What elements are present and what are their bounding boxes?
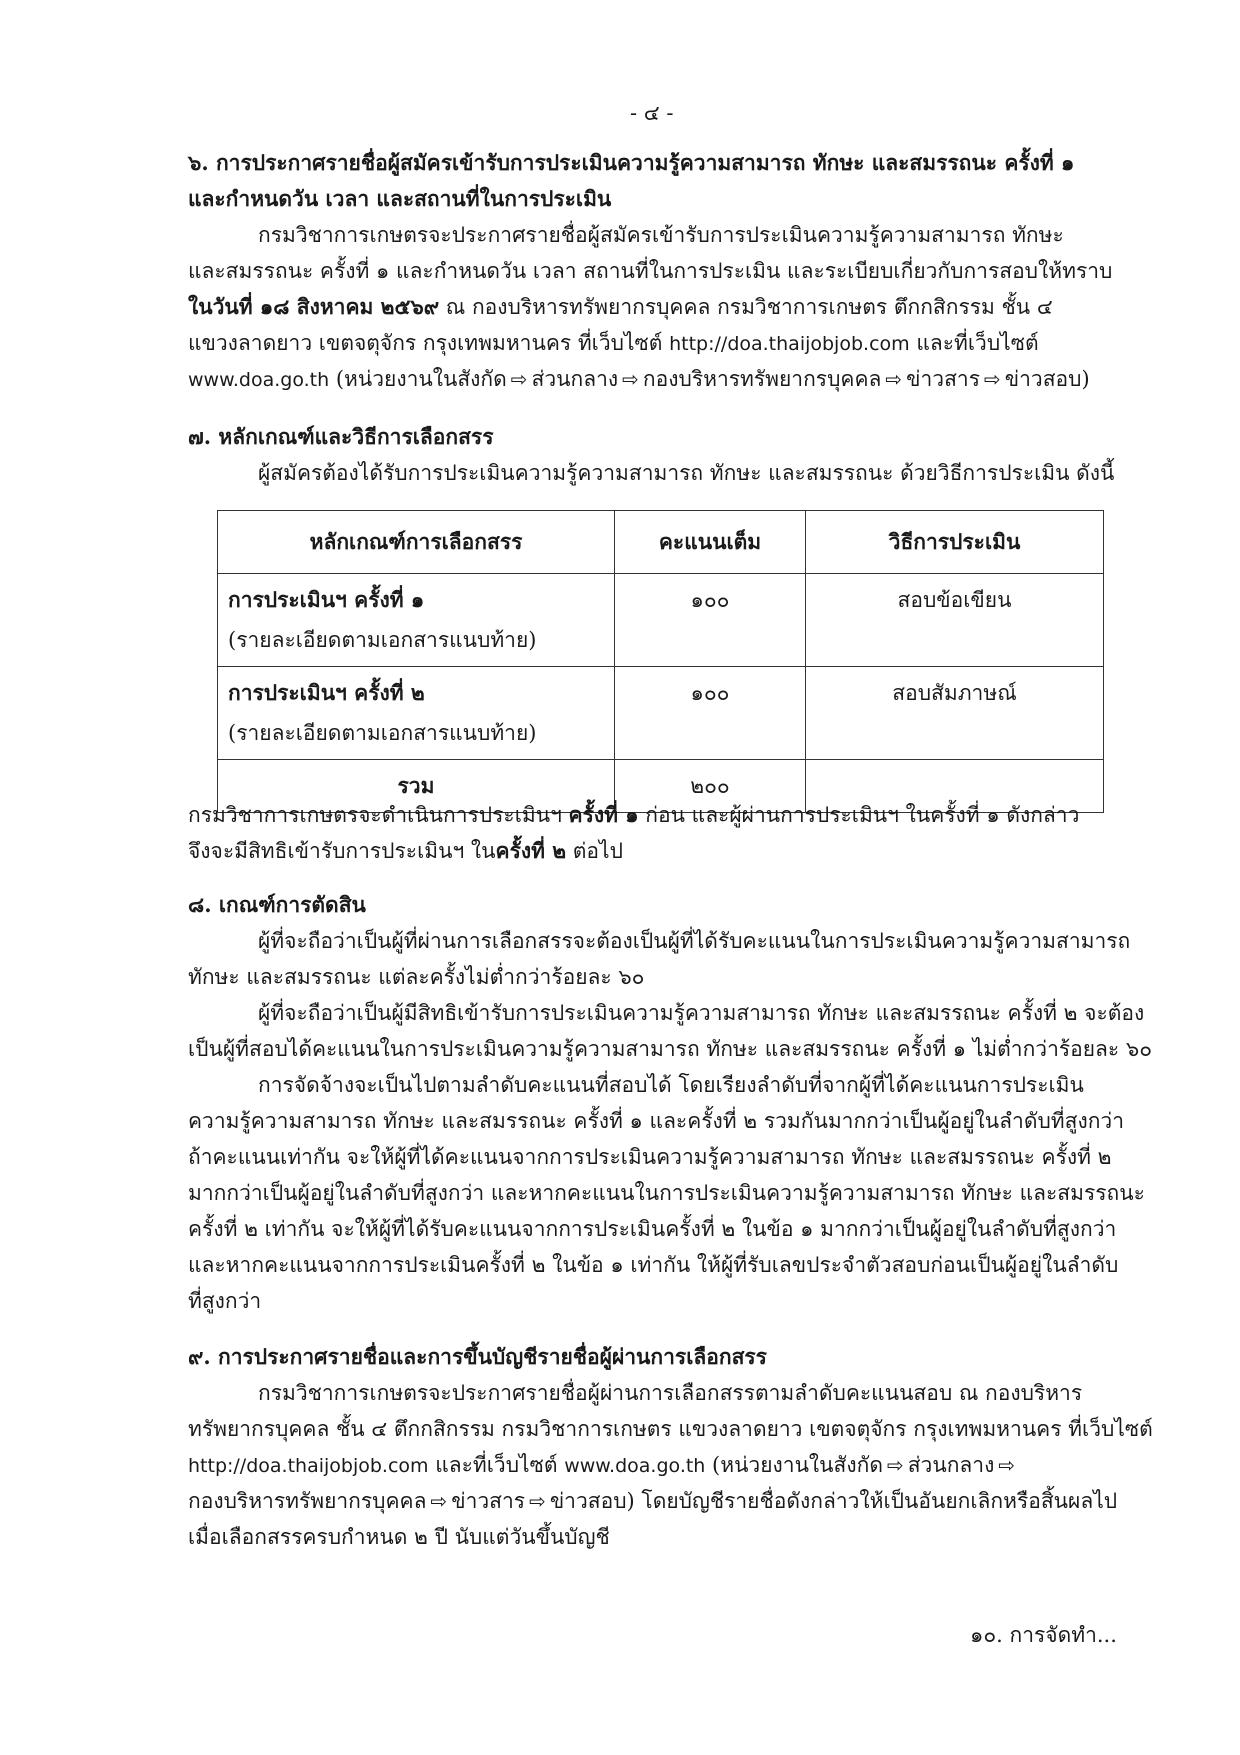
arrow-right-icon: ⇨	[885, 367, 903, 391]
arrow-right-icon: ⇨	[529, 1489, 546, 1513]
arrow-right-icon: ⇨	[510, 367, 528, 391]
table-header: วิธีการประเมิน	[806, 511, 1104, 574]
table-header-row	[218, 511, 1104, 574]
website-link[interactable]: www.doa.go.th	[564, 1455, 706, 1477]
section-6-paragraph-line: และสมรรถนะ ครั้งที่ ๑ และกำหนดวัน เวลา สถานที่ในการประเมิน และระเบียบเกี่ยวกับการสอบให้ทราบ	[188, 259, 1113, 283]
section-9-line: ทรัพยากรบุคคล ชั้น ๔ ตึกกสิกรรม กรมวิชาการเกษตร แขวงลาดยาว เขตจตุจักร กรุงเทพมหานคร ที่เว็บไซต์	[188, 1417, 1153, 1441]
website-link[interactable]: http://doa.thaijobjob.com	[669, 333, 910, 355]
website-link[interactable]: www.doa.go.th	[188, 369, 330, 391]
arrow-right-icon: ⇨	[622, 367, 639, 391]
arrow-right-icon: ⇨	[998, 1453, 1016, 1477]
announcement-date: ในวันที่ ๑๘ สิงหาคม ๒๕๖๙	[188, 294, 440, 319]
table-header: หลักเกณฑ์การเลือกสรร	[218, 511, 615, 574]
table-row	[218, 574, 1104, 667]
section-9-navigation-path: http://doa.thaijobjob.com และที่เว็บไซต์ www.doa.go.th (หน่วยงานในสังกัด ⇨ ส่วนกลาง ⇨	[188, 1453, 1016, 1477]
method-cell: สอบสัมภาษณ์	[806, 667, 1104, 760]
table-header: คะแนนเต็ม	[615, 511, 806, 574]
section-8-line: มากกว่าเป็นผู้อยู่ในลำดับที่สูงกว่า และหากคะแนนในการประเมินความรู้ความสามารถ ทักษะ และสมรรถนะ	[188, 1181, 1145, 1205]
section-8-line: ทักษะ และสมรรถนะ แต่ละครั้งไม่ต่ำกว่าร้อยละ ๖๐	[188, 965, 645, 989]
criterion-cell: การประเมินฯ ครั้งที่ ๑ (รายละเอียดตามเอกสารแนบท้าย)	[218, 574, 615, 667]
score-cell: ๑๐๐	[615, 574, 806, 667]
continuation-marker: ๑๐. การจัดทำ...	[970, 1623, 1117, 1647]
section-6-paragraph-line: แขวงลาดยาว เขตจตุจักร กรุงเทพมหานคร ที่เว็บไซต์ http://doa.thaijobjob.com และที่เว็บไซต์	[188, 331, 1039, 355]
section-8-line: เป็นผู้ที่สอบได้คะแนนในการประเมินความรู้ความสามารถ ทักษะ และสมรรถนะ ครั้งที่ ๑ ไม่ต่ำกว่าร้อยละ ๖๐	[188, 1037, 1153, 1061]
section-7-note-line: กรมวิชาการเกษตรจะดำเนินการประเมินฯ ครั้งที่ ๑ ก่อน และผู้ผ่านการประเมินฯ ในครั้งที่ ๑ ดังกล่าว	[188, 802, 1080, 827]
score-cell: ๑๐๐	[615, 667, 806, 760]
section-6-navigation-path: www.doa.go.th (หน่วยงานในสังกัด ⇨ ส่วนกลาง ⇨ กองบริหารทรัพยากรบุคคล ⇨ ข่าวสาร ⇨ ข่าวสอบ)	[188, 367, 1090, 391]
section-8-line: ครั้งที่ ๒ เท่ากัน จะให้ผู้ที่ได้รับคะแนนจากการประเมินครั้งที่ ๒ ในข้อ ๑ มากกว่าเป็นผู้อยู่ในลำดับที่สูงกว่า	[188, 1217, 1117, 1241]
section-6-heading-line2: และกำหนดวัน เวลา และสถานที่ในการประเมิน	[188, 186, 612, 211]
criteria-table	[217, 510, 1104, 813]
section-6-paragraph-line: ในวันที่ ๑๘ สิงหาคม ๒๕๖๙ ณ กองบริหารทรัพยากรบุคคล กรมวิชาการเกษตร ตึกกสิกรรม ชั้น ๔	[188, 294, 1053, 319]
section-9-navigation-path: กองบริหารทรัพยากรบุคคล ⇨ ข่าวสาร ⇨ ข่าวสอบ) โดยบัญชีรายชื่อดังกล่าวให้เป็นอันยกเลิกหรือสิ้นผลไป	[188, 1489, 1118, 1513]
arrow-right-icon: ⇨	[983, 367, 1001, 391]
table-row	[218, 667, 1104, 760]
arrow-right-icon: ⇨	[886, 1453, 904, 1477]
section-9-heading: ๙. การประกาศรายชื่อและการขึ้นบัญชีรายชื่อผู้ผ่านการเลือกสรร	[188, 1344, 767, 1369]
section-8-line: การจัดจ้างจะเป็นไปตามลำดับคะแนนที่สอบได้ โดยเรียงลำดับที่จากผู้ที่ได้คะแนนการประเมิน	[258, 1073, 1084, 1097]
total-score-cell: ๒๐๐	[615, 760, 806, 813]
page-number: - ๔ -	[630, 101, 674, 125]
section-8-line: และหากคะแนนจากการประเมินครั้งที่ ๒ ในข้อ ๑ เท่ากัน ให้ผู้ที่รับเลขประจำตัวสอบก่อนเป็นผู้อยู่ในลำดับ	[188, 1253, 1119, 1277]
method-cell: สอบข้อเขียน	[806, 574, 1104, 667]
section-8-line: ความรู้ความสามารถ ทักษะ และสมรรถนะ ครั้งที่ ๑ และครั้งที่ ๒ รวมกันมากกว่าเป็นผู้อยู่ในลำดับที่สูงกว่า	[188, 1109, 1124, 1133]
section-7-note-line: จึงจะมีสิทธิเข้ารับการประเมินฯ ในครั้งที่ ๒ ต่อไป	[188, 838, 623, 863]
section-7-intro: ผู้สมัครต้องได้รับการประเมินความรู้ความสามารถ ทักษะ และสมรรถนะ ด้วยวิธีการประเมิน ดังนี้	[258, 461, 1115, 485]
section-9-line: กรมวิชาการเกษตรจะประกาศรายชื่อผู้ผ่านการเลือกสรรตามลำดับคะแนนสอบ ณ กองบริหาร	[258, 1381, 1083, 1405]
total-label-cell: รวม	[218, 760, 615, 813]
section-6-heading-line1: ๖. การประกาศรายชื่อผู้สมัครเข้ารับการประเมินความรู้ความสามารถ ทักษะ และสมรรถนะ ครั้งที่ ๑	[188, 150, 1075, 175]
section-8-line: ผู้ที่จะถือว่าเป็นผู้มีสิทธิเข้ารับการประเมินความรู้ความสามารถ ทักษะ และสมรรถนะ ครั้งที่ ๒ จะต้อง	[258, 1001, 1145, 1025]
section-8-heading: ๘. เกณฑ์การตัดสิน	[188, 892, 366, 917]
section-8-line: ถ้าคะแนนเท่ากัน จะให้ผู้ที่ได้คะแนนจากการประเมินความรู้ความสามารถ ทักษะ และสมรรถนะ ครั้งที่ ๒	[188, 1145, 1112, 1169]
section-8-line: ผู้ที่จะถือว่าเป็นผู้ที่ผ่านการเลือกสรรจะต้องเป็นผู้ที่ได้รับคะแนนในการประเมินความรู้ความสามารถ	[258, 929, 1131, 953]
criterion-cell: การประเมินฯ ครั้งที่ ๒ (รายละเอียดตามเอกสารแนบท้าย)	[218, 667, 615, 760]
section-9-line: เมื่อเลือกสรรครบกำหนด ๒ ปี นับแต่วันขึ้นบัญชี	[188, 1525, 610, 1549]
section-7-heading: ๗. หลักเกณฑ์และวิธีการเลือกสรร	[188, 424, 494, 449]
website-link[interactable]: http://doa.thaijobjob.com	[188, 1455, 429, 1477]
arrow-right-icon: ⇨	[430, 1489, 448, 1513]
section-6-paragraph-line: กรมวิชาการเกษตรจะประกาศรายชื่อผู้สมัครเข้ารับการประเมินความรู้ความสามารถ ทักษะ	[258, 223, 1064, 247]
section-8-line: ที่สูงกว่า	[188, 1289, 262, 1313]
